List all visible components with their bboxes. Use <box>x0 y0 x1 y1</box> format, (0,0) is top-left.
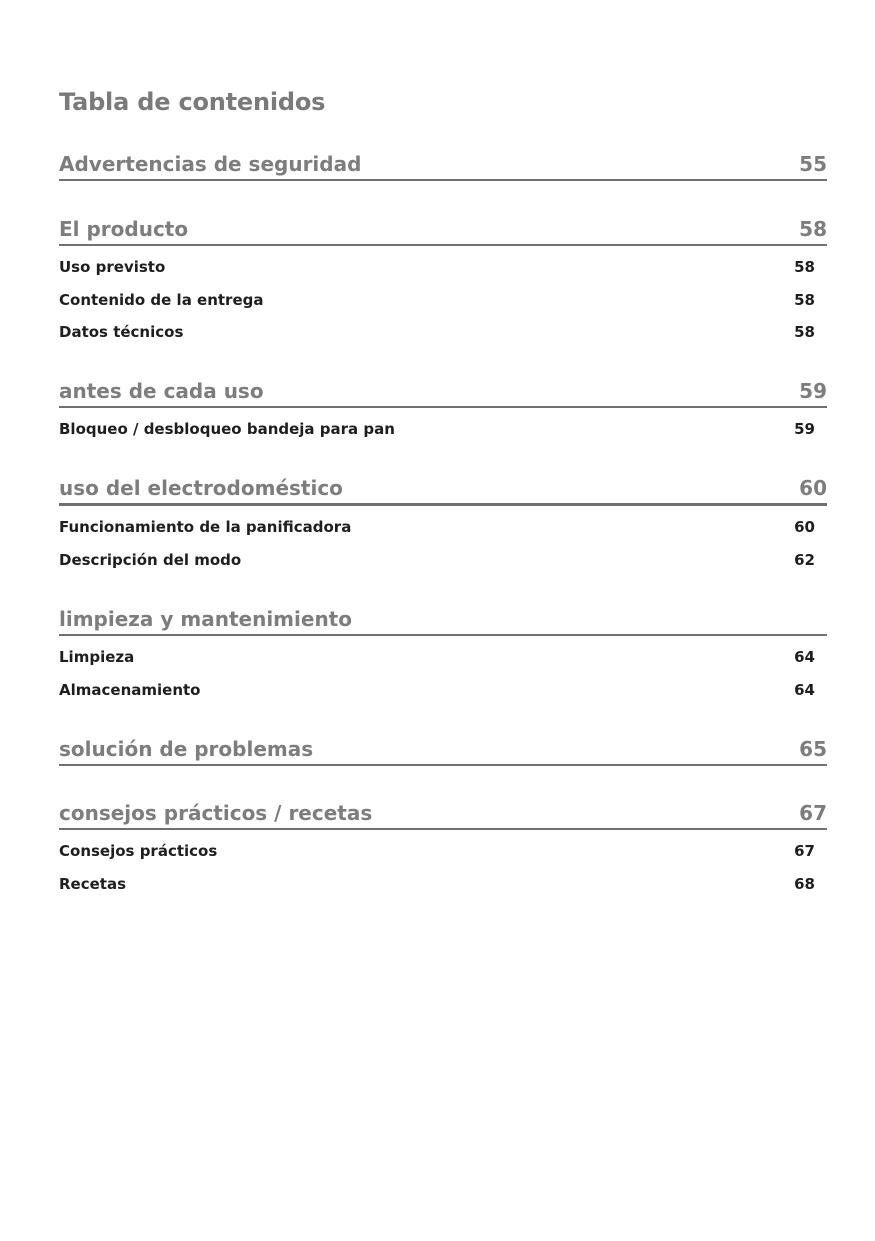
toc-entry-label[interactable]: Uso previsto <box>59 258 166 276</box>
toc-section-uso-electrodomestico <box>59 473 827 571</box>
toc-entry[interactable] <box>59 636 827 669</box>
toc-entry[interactable] <box>59 246 827 279</box>
toc-entry-label[interactable]: Consejos prácticos <box>59 842 218 860</box>
toc-entry-label[interactable]: Limpieza <box>59 648 135 666</box>
section-heading[interactable] <box>59 797 827 830</box>
section-heading[interactable] <box>59 213 827 246</box>
toc-entry[interactable] <box>59 311 827 344</box>
section-heading-label[interactable]: consejos prácticos / recetas <box>59 801 373 825</box>
section-heading-page: 67 <box>799 801 827 825</box>
toc-entry-page: 60 <box>794 518 815 536</box>
section-heading-page: 55 <box>799 152 827 176</box>
toc-section-solucion-problemas <box>59 733 827 766</box>
section-heading[interactable] <box>59 375 827 408</box>
toc-entry[interactable] <box>59 408 827 441</box>
toc-entry-label[interactable]: Recetas <box>59 874 127 893</box>
section-heading-page: 58 <box>799 217 827 241</box>
section-heading-label[interactable]: solución de problemas <box>59 737 314 761</box>
toc-section-antes-de-cada-uso <box>59 375 827 441</box>
toc-entry-page: 67 <box>794 842 815 860</box>
section-heading[interactable] <box>59 473 827 506</box>
toc-entry-label[interactable]: Bloqueo / desbloqueo bandeja para pan <box>59 420 395 438</box>
section-heading-label[interactable]: El producto <box>59 217 189 241</box>
toc-entry-label[interactable]: Contenido de la entrega <box>59 290 264 309</box>
section-heading-label[interactable]: Advertencias de seguridad <box>59 152 362 176</box>
toc-entry-label[interactable]: Funcionamiento de la panificadora <box>59 518 352 536</box>
toc-entry-page: 68 <box>794 874 815 893</box>
section-heading-page: 59 <box>799 379 827 403</box>
toc-section-advertencias <box>59 148 827 181</box>
toc-entry-label[interactable]: Descripción del modo <box>59 550 242 569</box>
page-title: Tabla de contenidos <box>59 88 326 116</box>
toc-entry-label[interactable]: Datos técnicos <box>59 323 184 342</box>
toc-entry[interactable] <box>59 539 827 572</box>
section-heading[interactable] <box>59 148 827 181</box>
section-heading-label[interactable]: antes de cada uso <box>59 379 264 403</box>
toc-entry[interactable] <box>59 506 827 539</box>
toc-entry-page: 62 <box>794 550 815 569</box>
section-heading[interactable] <box>59 603 827 636</box>
section-heading-label[interactable]: limpieza y mantenimiento <box>59 607 352 631</box>
toc-entry[interactable] <box>59 830 827 863</box>
toc-entry-page: 64 <box>794 680 815 699</box>
toc-section-limpieza <box>59 603 827 701</box>
section-heading-page: 60 <box>799 476 827 500</box>
toc-entry-page: 58 <box>794 323 815 342</box>
section-heading[interactable] <box>59 733 827 766</box>
toc-entry-label[interactable]: Almacenamiento <box>59 680 201 699</box>
toc-section-consejos-recetas <box>59 797 827 895</box>
toc-entry[interactable] <box>59 669 827 702</box>
toc-entry-page: 58 <box>794 290 815 309</box>
toc-entry[interactable] <box>59 279 827 312</box>
toc-entry-page: 64 <box>794 648 815 666</box>
section-heading-page: 65 <box>799 737 827 761</box>
toc-section-producto <box>59 213 827 344</box>
toc-entry-page: 58 <box>794 258 815 276</box>
toc-entry-page: 59 <box>794 420 815 438</box>
toc-entry[interactable] <box>59 863 827 896</box>
section-heading-label[interactable]: uso del electrodoméstico <box>59 476 343 500</box>
